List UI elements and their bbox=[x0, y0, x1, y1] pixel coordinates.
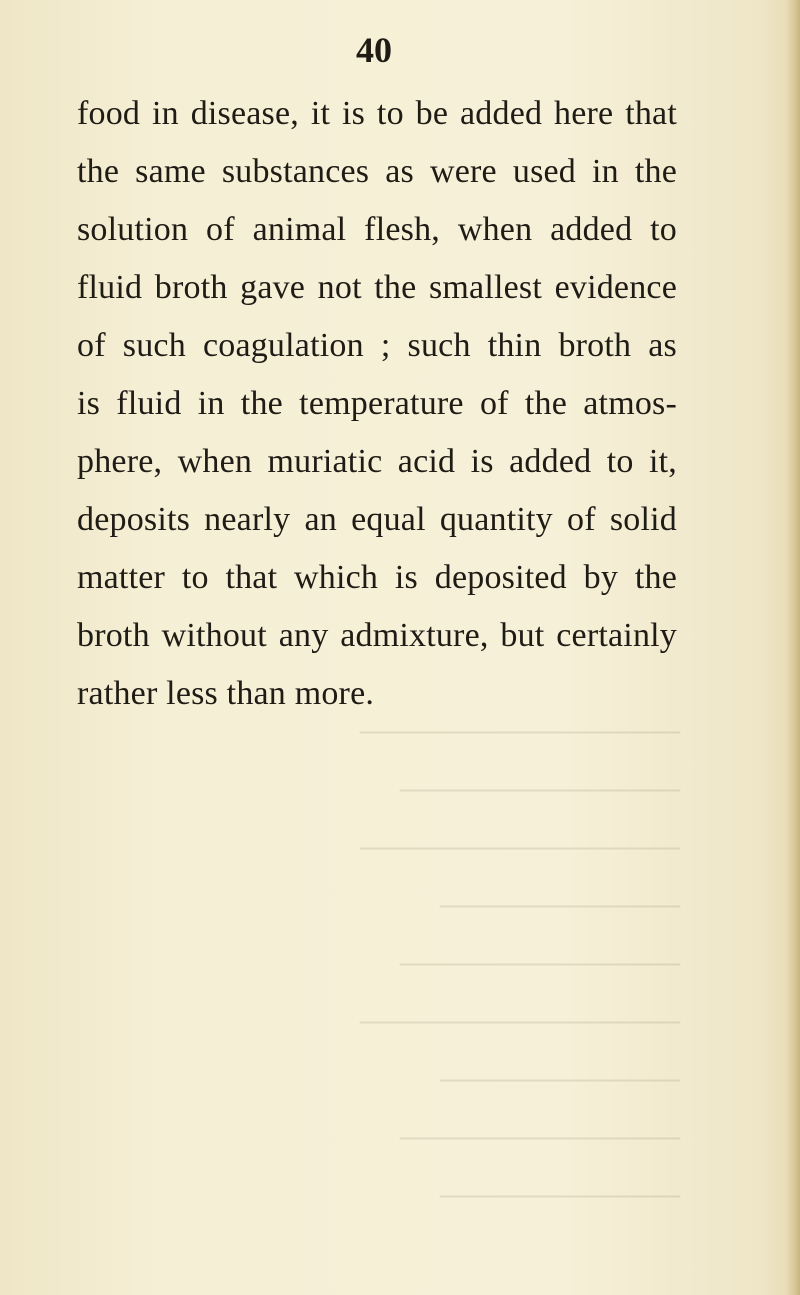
page-edge-shadow bbox=[786, 0, 800, 1295]
text-line: broth without any admixture, but certainly bbox=[77, 617, 677, 654]
show-through-line: ——————— bbox=[400, 764, 680, 809]
show-through-line: ——————— bbox=[400, 938, 680, 983]
page-number: 40 bbox=[356, 30, 392, 70]
text-line: deposits nearly an equal quantity of solid bbox=[77, 501, 677, 538]
text-line: solution of animal flesh, when added to bbox=[77, 211, 677, 248]
show-through-line: ———————— bbox=[360, 822, 680, 867]
text-line: of such coagulation ; such thin broth as bbox=[77, 327, 677, 364]
show-through-line: —————— bbox=[440, 1170, 680, 1215]
text-line: phere, when muriatic acid is added to it, bbox=[77, 443, 677, 480]
body-text bbox=[77, 85, 677, 723]
text-line: fluid broth gave not the smallest evidence bbox=[77, 269, 677, 306]
show-through-line: —————— bbox=[440, 1054, 680, 1099]
show-through-line: —————— bbox=[440, 880, 680, 925]
show-through-line: ———————— bbox=[360, 706, 680, 751]
text-line: the same substances as were used in the bbox=[77, 153, 677, 190]
show-through-line: ——————— bbox=[400, 1112, 680, 1157]
text-line: rather less than more. bbox=[77, 675, 375, 712]
text-line: is fluid in the temperature of the atmos- bbox=[77, 385, 677, 422]
text-line: food in disease, it is to be added here that bbox=[77, 95, 677, 132]
show-through-line: ———————— bbox=[360, 996, 680, 1041]
text-line: matter to that which is deposited by the bbox=[77, 559, 677, 596]
